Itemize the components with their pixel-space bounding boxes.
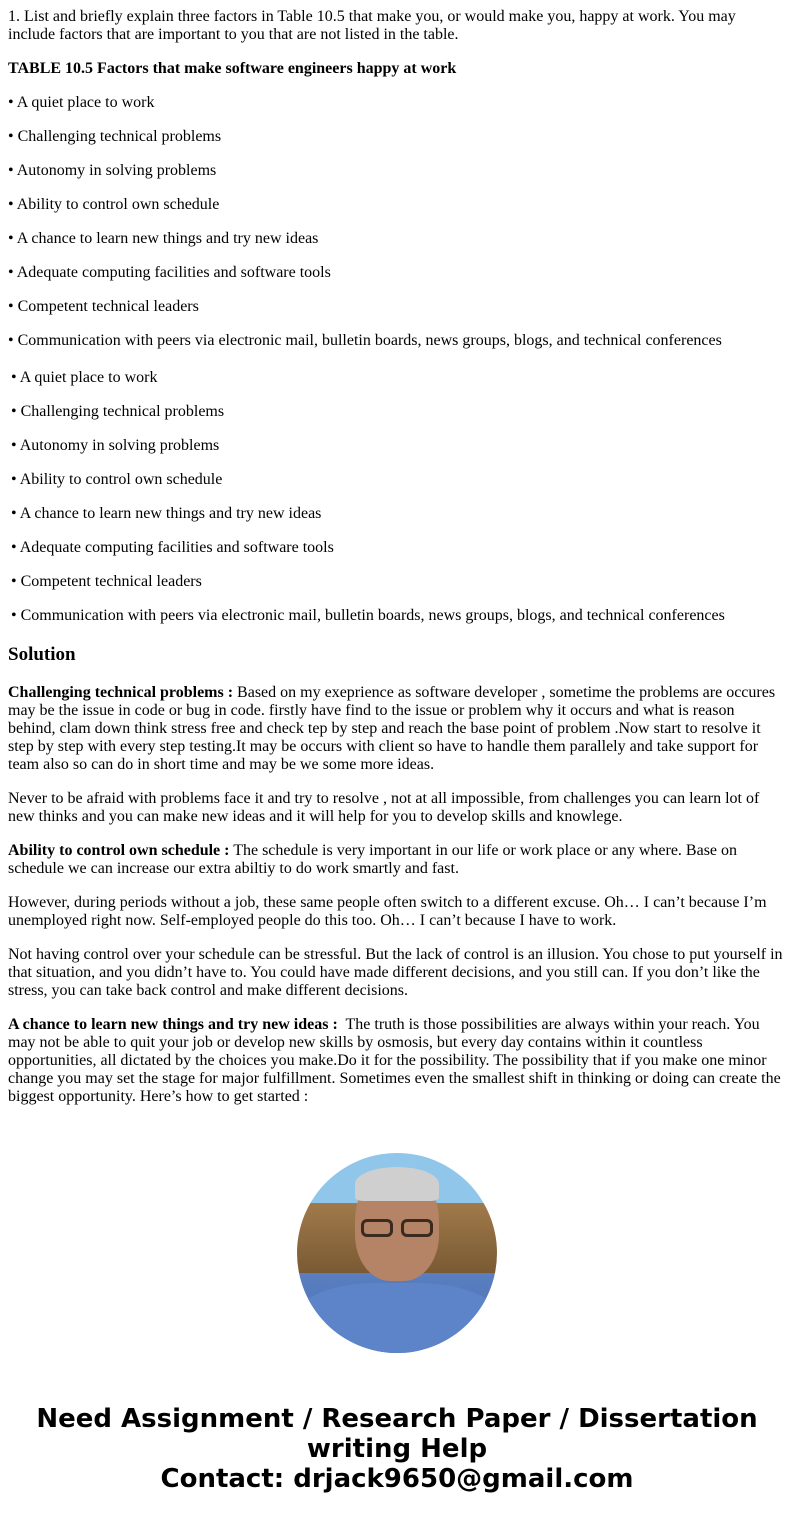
author-photo [297,1153,497,1353]
solution-paragraph: Never to be afraid with problems face it and try to resolve , not at all impossible, from challenges you can learn lot of new thinks and you can make new ideas and it will help for you to develop skills and knowlege. [8,790,760,825]
banner-headline: Need Assignment / Research Paper / Dissertation writing Help [36,1404,758,1464]
list-item: • Adequate computing facilities and software tools [11,539,334,556]
hair [355,1167,439,1201]
table-title: TABLE 10.5 Factors that make software engineers happy at work [8,60,457,77]
solution-paragraph: Ability to control own schedule : The schedule is very important in our life or work place or any where. Base on schedule we can increase our extra abiltiy to do work smartly and fast. [8,842,738,877]
list-item: • Autonomy in solving problems [8,162,217,179]
list-item: • A quiet place to work [11,369,158,386]
contact-banner [0,1404,794,1494]
list-item: • Challenging technical problems [11,403,225,420]
question: 1. List and briefly explain three factors in Table 10.5 that make you, or would make you, happy at work. You may include factors that are important to you that are not listed in the table. [8,8,736,43]
list-item: • A chance to learn new things and try new ideas [8,230,319,247]
solution-paragraph: Challenging technical problems : Based on my exeprience as software developer , sometime the problems are occures may be the issue in code or bug in code. firstly have find to the issue or problem why it occurs and what is reason behind, clam down think stress free and check tep by step and reach the base point of problem .Now start to resolve it step by step with every step testing.It may be occurs with client so have to handle them parallely and take support for team also so can do in short time and may be we some more ideas. [8,684,776,773]
factor-list [8,94,786,350]
list-item: • Challenging technical problems [8,128,222,145]
list-item: • Ability to control own schedule [11,471,223,488]
list-item: • A quiet place to work [8,94,155,111]
list-item: • Communication with peers via electronic mail, bulletin boards, news groups, blogs, and technical conferences [11,607,725,624]
list-item: • Adequate computing facilities and software tools [8,264,331,281]
banner-contact: Contact: drjack9650@gmail.com [160,1464,634,1494]
list-item: • Communication with peers via electronic mail, bulletin boards, news groups, blogs, and technical conferences [8,332,722,349]
solution-paragraph: Not having control over your schedule can be stressful. But the lack of control is an illusion. You chose to put yourself in that situation, and you didn’t have to. You could have made different decisions, and you still can. If you don’t like the stress, you can take back control and make different decisions. [8,946,783,999]
list-item: • Competent technical leaders [11,573,202,590]
solution-paragraph: A chance to learn new things and try new ideas : The truth is those possibilities are always within your reach. You may not be able to quit your job or develop new skills by osmosis, but every day contains within it countless opportunities, all dictated by the choices you make.Do it for the possibility. The possibility that if you make one minor change you may set the stage for major fulfillment. Sometimes even the smallest shift in thinking or doing can create the biggest opportunity. Here’s how to get started : [8,1016,785,1105]
list-item: • Competent technical leaders [8,298,199,315]
list-item: • A chance to learn new things and try new ideas [11,505,322,522]
list-item: • Autonomy in solving problems [11,437,220,454]
glasses [359,1219,435,1239]
list-item: • Ability to control own schedule [8,196,220,213]
solution-heading: Solution [8,644,76,665]
solution-paragraph: However, during periods without a job, these same people often switch to a different excuse. Oh… I can’t because I’m unemployed right now. Self-employed people do this too. Oh… I can’t because I have to work. [8,894,767,929]
shirt [297,1283,497,1353]
factor-list-repeat [8,369,786,625]
